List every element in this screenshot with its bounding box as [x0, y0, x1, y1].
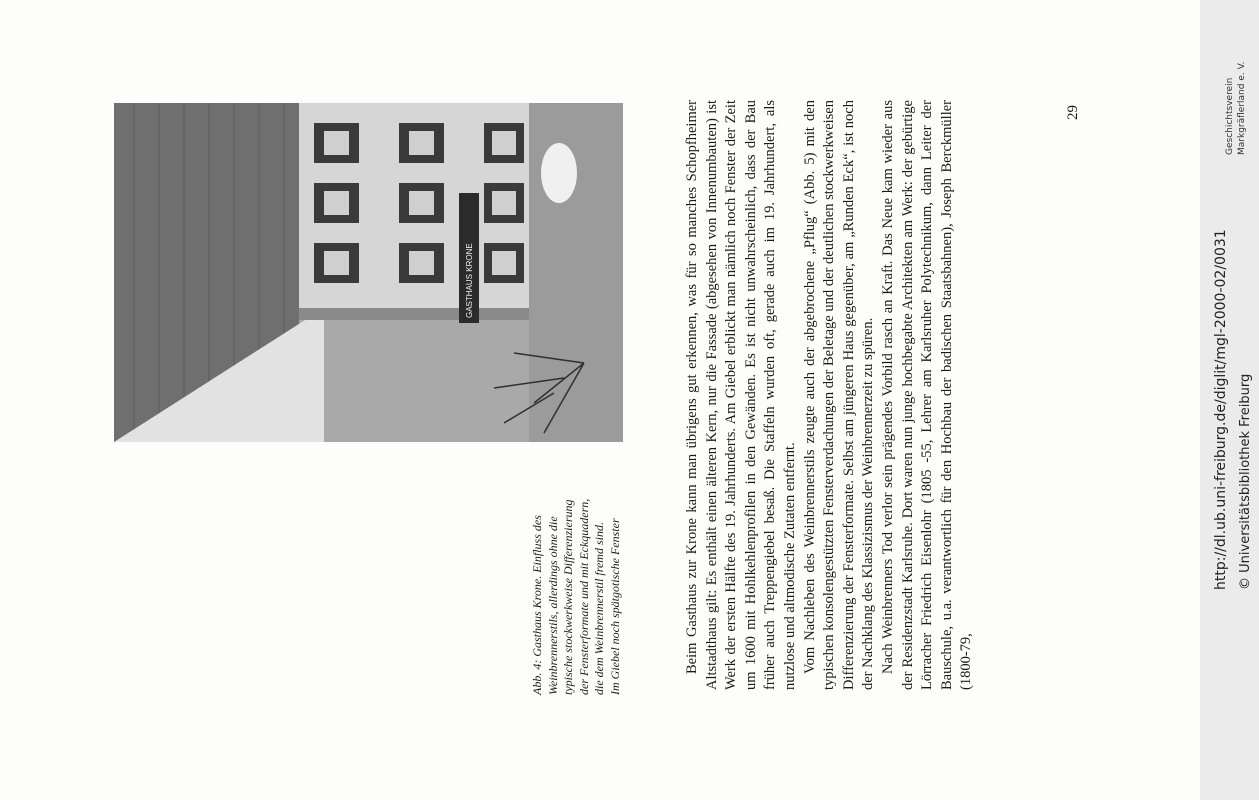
caption-line: Weinbrennerstils, allerdings ohne die [545, 516, 560, 695]
caption-line: Im Giebel noch spätgotische Fenster [607, 518, 622, 695]
caption-line: Abb. 4: Gasthaus Krone. Einfluss des [530, 515, 544, 695]
body-text [683, 100, 977, 690]
page-number: 29 [1065, 105, 1081, 120]
building-photo [114, 103, 623, 442]
source-url-link[interactable]: http://dl.ub.uni-freiburg.de/diglit/mgl-2000-02/0031 [1213, 229, 1229, 590]
copyright-notice: © Universitätsbibliothek Freiburg [1238, 373, 1253, 590]
org-name-line2: Markgräflerland e. V. [1237, 61, 1247, 155]
paragraph: Vom Nachleben des Weinbrennerstils zeugte auch der abgebrochene „Pflug“ (Abb. 5) mit den typischen konsolengestützten Fensterverdachungen der Beletage und der deutlichen stockwerkweisen Differenzierung der Fensterformate. Selbst am jüngeren Haus gegenüber, am „Runden Eck“, ist noch der Nachklang des Klassizismus der Weinbrennerzeit zu spüren. [801, 100, 877, 690]
caption-line: typische stockwerkweise Differenzierung [561, 499, 575, 695]
caption-line: die dem Weinbrennerstil fremd sind. [592, 522, 606, 695]
photo-sign-text: GASTHAUS KRONE [465, 243, 474, 318]
caption-line: der Fensterformate und mit Eckquadern, [576, 498, 591, 695]
paragraph: Nach Weinbrenners Tod verlor sein prägendes Vorbild rasch an Kraft. Das Neue kam wieder aus der Residenzstadt Karlsruhe. Dort waren nun junge hochbegabte Architekten am Werk: der gebürtige Lörracher Friedrich Eisenlohr (1805 -55, Lehrer am Karlsruher Polytechnikum, dann Leiter der Bauschule, u.a. verantwortlich für den Hochbau der badischen Staatsbahnen), Joseph Berckmüller (1800-79, [879, 100, 975, 690]
photo-caption [530, 445, 623, 695]
paragraph: Beim Gasthaus zur Krone kann man übrigens gut erkennen, was für so manches Schopfheimer Altstadthaus gilt: Es enthält einen älteren Kern, nur die Fassade (abgesehen von Innenumbauten) ist Werk der ersten Hälfte des 19. Jahrhunderts. Am Giebel erblickt man nämlich noch Fenster der Zeit um 1600 mit Hohlkehlenprofilen in den Gewänden. Es ist nicht unwahrscheinlich, dass der Bau früher auch Treppengiebel besaß. Die Staffeln wurden oft, gerade auch im 19. Jahrhundert, als nutzlose und altmodische Zutaten entfernt. [684, 100, 798, 690]
org-name-line1: Geschichtsverein [1225, 77, 1235, 155]
